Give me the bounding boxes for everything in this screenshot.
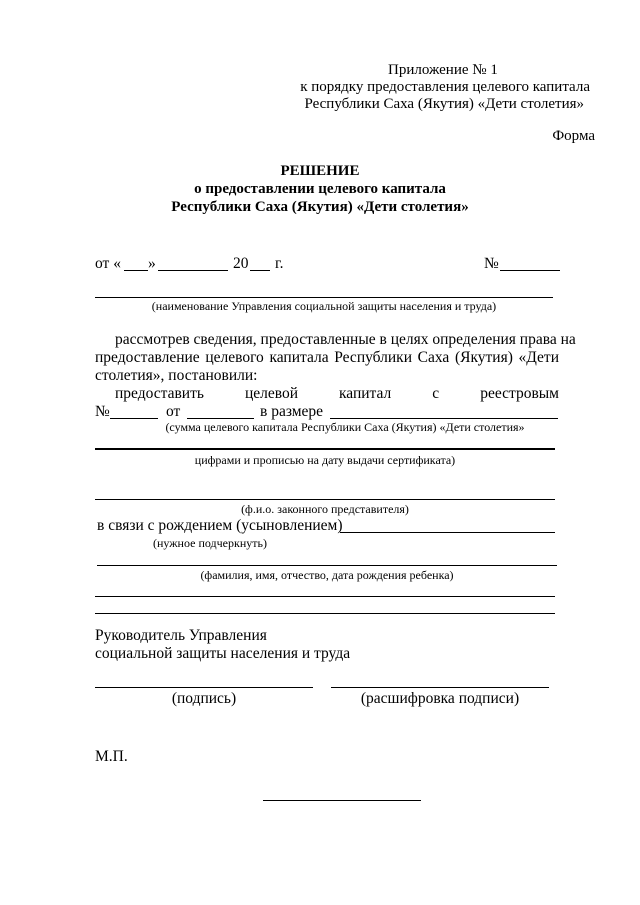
date-day-blank[interactable] — [124, 270, 148, 271]
signature-decode-blank[interactable] — [331, 687, 549, 688]
representative-caption: (ф.и.о. законного представителя) — [241, 502, 409, 516]
underline-needed-caption: (нужное подчеркнуть) — [153, 536, 267, 550]
paragraph-line-2: предоставление целевого капитала Республики Саха (Якутия) «Дети — [95, 349, 559, 366]
stamp-label: М.П. — [95, 748, 128, 765]
provide-word-2: целевой — [244, 385, 298, 402]
appendix-header — [300, 62, 590, 113]
signature-decode-caption: (расшифровка подписи) — [360, 690, 520, 707]
provide-line — [115, 385, 559, 403]
registry-number-blank[interactable] — [110, 418, 158, 419]
department-caption: (наименование Управления социальной защиты населения и труда) — [151, 299, 497, 313]
amount-words-blank[interactable] — [95, 448, 555, 450]
date-year-prefix: 20 — [233, 255, 249, 272]
provide-word-3: капитал — [339, 385, 392, 402]
signatory-title-line-2: социальной защиты населения и труда — [95, 645, 351, 662]
date-close-quote: » — [148, 255, 156, 272]
date-ot-label: от « — [95, 255, 121, 272]
signature-blank[interactable] — [95, 687, 313, 688]
birth-blank[interactable] — [340, 532, 555, 533]
appendix-republic-line: Республики Саха (Якутия) «Дети столетия» — [304, 96, 584, 112]
paragraph-line-1: рассмотрев сведения, предоставленные в целях определения права на — [115, 331, 576, 348]
provide-word-5: реестровым — [480, 385, 559, 402]
extra-blank-1[interactable] — [95, 596, 555, 597]
birth-label: в связи с рождением (усыновлением) — [97, 517, 343, 534]
number-label: № — [484, 255, 499, 272]
department-blank[interactable] — [95, 297, 553, 298]
representative-blank[interactable] — [95, 499, 555, 500]
document-title: РЕШЕНИЕ — [280, 163, 360, 179]
extra-blank-2[interactable] — [95, 613, 555, 614]
in-amount-label: в размере — [260, 403, 324, 420]
amount-words-caption: цифрами и прописью на дату выдачи сертификата) — [194, 453, 456, 467]
registry-number-sign: № — [95, 403, 110, 420]
date-year-suffix: г. — [275, 255, 284, 272]
appendix-number: Приложение № 1 — [388, 62, 498, 78]
child-blank[interactable] — [97, 565, 557, 566]
stamp-blank[interactable] — [263, 800, 421, 801]
provide-word-1: предоставить — [115, 385, 204, 402]
date-year-blank[interactable] — [250, 270, 270, 271]
child-caption: (фамилия, имя, отчество, дата рождения ребенка) — [200, 568, 454, 582]
registry-ot-label: от — [166, 403, 181, 420]
date-month-blank[interactable] — [158, 270, 228, 271]
paragraph-line-3: столетия», постановили: — [95, 367, 258, 384]
signature-caption: (подпись) — [171, 690, 237, 707]
signatory-title-line-1: Руководитель Управления — [95, 627, 267, 644]
registry-date-blank[interactable] — [187, 418, 254, 419]
number-blank[interactable] — [500, 270, 560, 271]
sum-caption: (сумма целевого капитала Республики Саха (Якутия) «Дети столетия» — [165, 420, 525, 434]
amount-blank[interactable] — [330, 418, 558, 419]
form-label: Форма — [552, 128, 595, 144]
appendix-order-line: к порядку предоставления целевого капитала — [300, 79, 590, 95]
document-subtitle-1: о предоставлении целевого капитала — [194, 181, 446, 197]
provide-word-4: с — [432, 385, 440, 402]
document-subtitle-2: Республики Саха (Якутия) «Дети столетия» — [171, 199, 469, 215]
